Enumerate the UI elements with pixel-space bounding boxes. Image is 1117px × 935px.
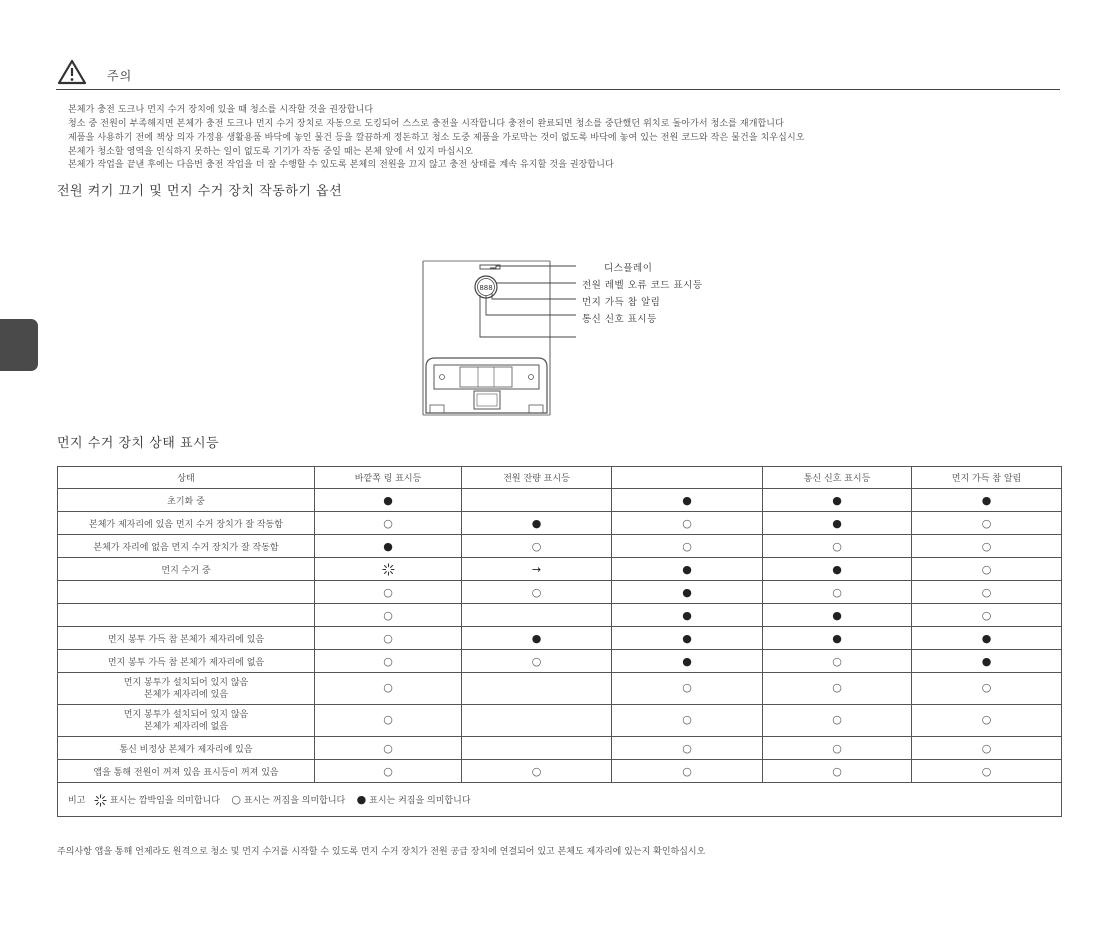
legend-cell — [58, 783, 1062, 817]
indicator-cell — [315, 581, 462, 604]
caution-title: 주의 — [107, 69, 133, 83]
indicator-off: ○ — [383, 585, 393, 599]
indicator-off: ○ — [682, 764, 692, 778]
indicator-off: ○ — [981, 608, 992, 622]
column-header: 먼지 가득 참 알림 — [912, 467, 1062, 489]
indicator-off: ○ — [981, 516, 992, 530]
indicator-cell — [763, 737, 912, 760]
indicator-cell — [763, 512, 912, 535]
indicator-cell — [612, 650, 763, 673]
status-label: 먼지 봉투 가득 참 본체가 제자리에 없음 — [107, 657, 265, 668]
table-row — [58, 604, 1062, 627]
indicator-cell — [612, 535, 763, 558]
indicator-cell — [462, 673, 612, 705]
table-row — [58, 535, 1062, 558]
indicator-off: ○ — [832, 585, 842, 599]
indicator-cell — [462, 558, 612, 581]
indicator-cell — [315, 604, 462, 627]
indicator-off: ○ — [383, 631, 393, 645]
indicator-off: ○ — [531, 654, 542, 668]
indicator-off: ○ — [981, 681, 992, 694]
caution-note: 본체가 충전 도크나 먼지 수거 장치에 있을 때 청소를 시작할 것을 권장합니다 — [68, 105, 374, 115]
indicator-cell — [763, 581, 912, 604]
callout-dust-full: 먼지 가득 참 알림 — [582, 297, 661, 308]
indicator-off: ○ — [383, 681, 393, 694]
indicator-cell — [912, 760, 1062, 783]
indicator-cell — [462, 581, 612, 604]
indicator-cell — [315, 558, 462, 581]
indicator-cell — [315, 489, 462, 512]
legend-off-text: 표시는 꺼짐을 의미합니다 — [243, 795, 346, 806]
indicator-cell — [612, 705, 763, 737]
blink-icon — [94, 794, 107, 807]
status-section-title: 먼지 수거 장치 상태 표시등 — [57, 436, 220, 451]
table-row — [58, 489, 1062, 512]
indicator-cell — [763, 489, 912, 512]
footnote: 주의사항 앱을 통해 언제라도 원격으로 청소 및 먼지 수거를 시작할 수 있도록 먼지 수거 장치가 전원 공급 장치에 연결되어 있고 본체도 제자리에 있는지 확인하십시오 — [57, 847, 706, 857]
indicator-cell — [612, 673, 763, 705]
indicator-cell — [315, 673, 462, 705]
caution-divider — [56, 89, 1060, 90]
indicator-on: ● — [682, 585, 692, 599]
indicator-off: ○ — [383, 608, 393, 622]
table-row — [58, 673, 1062, 705]
status-label-cell — [58, 604, 315, 627]
indicator-off: ○ — [383, 764, 393, 778]
status-indicator-table — [57, 466, 1062, 817]
indicator-off: ○ — [832, 681, 842, 694]
indicator-cell — [612, 737, 763, 760]
column-header: 통신 신호 표시등 — [763, 467, 912, 489]
indicator-cell — [462, 650, 612, 673]
indicator-cell — [763, 627, 912, 650]
indicator-cell — [912, 604, 1062, 627]
indicator-cell — [462, 535, 612, 558]
status-label-cell — [58, 627, 315, 650]
indicator-cell — [462, 489, 612, 512]
status-label: 본체가 자리에 없음 먼지 수거 장치가 잘 작동함 — [93, 542, 279, 553]
indicator-off: ○ — [832, 713, 842, 726]
indicator-off: ○ — [981, 764, 992, 778]
indicator-off: ○ — [981, 585, 992, 599]
indicator-cell — [912, 489, 1062, 512]
indicator-cell — [612, 512, 763, 535]
status-label-cell — [58, 673, 315, 705]
indicator-cell — [912, 581, 1062, 604]
indicator-on: ● — [981, 493, 992, 507]
warning-icon — [57, 59, 87, 85]
indicator-on: ● — [981, 654, 992, 668]
indicator-cell — [462, 627, 612, 650]
status-label: 앱을 통해 전원이 꺼져 있음 표시등이 꺼져 있음 — [93, 767, 279, 778]
column-header — [612, 467, 763, 489]
status-label-cell — [58, 650, 315, 673]
indicator-cell — [763, 650, 912, 673]
status-label-cell — [58, 737, 315, 760]
indicator-cell — [912, 737, 1062, 760]
table-row — [58, 581, 1062, 604]
indicator-off: ○ — [531, 539, 542, 553]
table-row — [58, 650, 1062, 673]
indicator-cell — [315, 705, 462, 737]
indicator-on: ● — [682, 654, 692, 668]
column-header: 상태 — [58, 467, 315, 489]
status-label: 본체가 제자리에 없음 — [144, 721, 228, 732]
svg-text:888: 888 — [479, 284, 493, 292]
indicator-on: ● — [832, 562, 842, 576]
indicator-cell — [763, 558, 912, 581]
caution-note: 제품을 사용하기 전에 책상 의자 가정용 생활용품 바닥에 놓인 물건 등을 깔끔하게 정돈하고 청소 도중 제품을 가로막는 것이 없도록 바닥에 놓여 있는 전원 코드와 작은 물건을 치우십시오 — [68, 133, 805, 143]
indicator-cell — [912, 705, 1062, 737]
indicator-on: ● — [531, 516, 542, 530]
blink-icon — [382, 563, 395, 576]
indicator-cell — [763, 673, 912, 705]
indicator-off: ○ — [682, 681, 692, 694]
legend-off-symbol: ○ — [231, 792, 241, 806]
indicator-cell — [462, 737, 612, 760]
indicator-cell — [763, 760, 912, 783]
indicator-on: ● — [682, 562, 692, 576]
status-label-cell — [58, 535, 315, 558]
indicator-cell — [462, 760, 612, 783]
table-legend-row — [58, 783, 1062, 817]
caution-note: 본체가 작업을 끝낸 후에는 다음번 충전 작업을 더 잘 수행할 수 있도록 본체의 전원을 끄지 않고 충전 상태를 계속 유지할 것을 권장합니다 — [68, 160, 614, 170]
legend-prefix: 비고 — [68, 795, 86, 806]
indicator-off: ○ — [383, 516, 393, 530]
indicator-cell — [912, 673, 1062, 705]
indicator-cell — [462, 604, 612, 627]
status-label: 본체가 제자리에 있음 — [144, 689, 228, 700]
indicator-off: ○ — [832, 654, 842, 668]
indicator-cell — [612, 581, 763, 604]
indicator-off: ○ — [832, 539, 842, 553]
indicator-off: ○ — [531, 585, 542, 599]
indicator-on: ● — [981, 631, 992, 645]
indicator-cell — [612, 604, 763, 627]
indicator-cell — [315, 737, 462, 760]
status-label-cell — [58, 705, 315, 737]
indicator-on: ● — [682, 631, 692, 645]
indicator-on: ● — [682, 493, 692, 507]
table-row — [58, 558, 1062, 581]
table-row — [58, 760, 1062, 783]
chapter-side-tab — [0, 319, 38, 371]
indicator-cell — [612, 558, 763, 581]
caution-note: 본체가 청소할 영역을 인식하지 못하는 일이 없도록 기기가 작동 중일 때는 본체 앞에 서 있지 마십시오 — [68, 147, 473, 157]
status-label: 먼지 수거 중 — [161, 565, 211, 576]
table-row — [58, 627, 1062, 650]
status-label: 먼지 봉투가 설치되어 있지 않음 — [123, 677, 249, 688]
indicator-cell — [462, 512, 612, 535]
indicator-cell — [912, 535, 1062, 558]
indicator-cell — [912, 558, 1062, 581]
legend-on-symbol: ● — [356, 792, 367, 806]
indicator-cell — [315, 512, 462, 535]
table-row — [58, 705, 1062, 737]
indicator-cell — [315, 760, 462, 783]
indicator-off: ○ — [682, 713, 692, 726]
indicator-off: ○ — [981, 713, 992, 726]
indicator-on: ● — [832, 631, 842, 645]
indicator-cell — [763, 705, 912, 737]
table-header-row — [58, 467, 1062, 489]
indicator-off: ○ — [383, 713, 393, 726]
status-label: 먼지 봉투가 설치되어 있지 않음 — [123, 709, 249, 720]
indicator-on: ● — [832, 608, 842, 622]
callout-power-level: 전원 레벨 오류 코드 표시등 — [582, 280, 703, 291]
indicator-on: ● — [832, 493, 842, 507]
column-header: 전원 잔량 표시등 — [462, 467, 612, 489]
callout-signal: 통신 신호 표시등 — [582, 314, 657, 325]
legend-on-text: 표시는 켜짐을 의미합니다 — [369, 795, 471, 806]
indicator-cell — [612, 489, 763, 512]
status-label-cell — [58, 581, 315, 604]
indicator-off: ○ — [531, 764, 542, 778]
column-header: 바깥쪽 링 표시등 — [315, 467, 462, 489]
indicator-off: ○ — [682, 516, 692, 530]
status-label: 초기화 중 — [167, 496, 205, 507]
indicator-off: ○ — [981, 539, 992, 553]
status-label-cell — [58, 512, 315, 535]
indicator-on: ● — [383, 539, 393, 553]
caution-note: 청소 중 전원이 부족해지면 본체가 충전 도크나 먼지 수거 장치로 자동으로 도킹되어 스스로 충전을 시작합니다 충전이 완료되면 청소를 중단했던 위치로 돌아가서 청소를 재개합니다 — [68, 119, 784, 129]
indicator-on: ● — [383, 493, 393, 507]
indicator-cell — [612, 627, 763, 650]
indicator-off: ○ — [981, 562, 992, 576]
callout-display: 디스플레이 — [604, 263, 653, 274]
status-label: 통신 비정상 본체가 제자리에 있음 — [119, 744, 253, 755]
status-label-cell — [58, 558, 315, 581]
indicator-off: ○ — [682, 539, 692, 553]
power-section-title: 전원 켜기 끄기 및 먼지 수거 장치 작동하기 옵션 — [57, 184, 343, 199]
indicator-cell — [763, 535, 912, 558]
indicator-cell — [912, 650, 1062, 673]
indicator-off: ○ — [383, 741, 393, 755]
indicator-cell — [612, 760, 763, 783]
indicator-off: ○ — [832, 741, 842, 755]
indicator-cell — [912, 512, 1062, 535]
indicator-cell — [315, 627, 462, 650]
table-row — [58, 512, 1062, 535]
status-label: 먼지 봉투 가득 참 본체가 제자리에 있음 — [107, 634, 265, 645]
indicator-symbol: → — [531, 562, 542, 576]
legend-blink-text: 표시는 깜박임을 의미합니다 — [109, 795, 220, 806]
indicator-on: ● — [832, 516, 842, 530]
indicator-cell — [315, 650, 462, 673]
indicator-off: ○ — [383, 654, 393, 668]
indicator-off: ○ — [832, 764, 842, 778]
indicator-off: ○ — [682, 741, 692, 755]
indicator-cell — [763, 604, 912, 627]
indicator-on: ● — [682, 608, 692, 622]
indicator-off: ○ — [981, 741, 992, 755]
status-label-cell — [58, 489, 315, 512]
indicator-on: ● — [531, 631, 542, 645]
indicator-cell — [462, 705, 612, 737]
indicator-cell — [912, 627, 1062, 650]
status-label: 본체가 제자리에 있음 먼지 수거 장치가 잘 작동함 — [89, 519, 283, 530]
status-label-cell — [58, 760, 315, 783]
table-row — [58, 737, 1062, 760]
indicator-cell — [315, 535, 462, 558]
